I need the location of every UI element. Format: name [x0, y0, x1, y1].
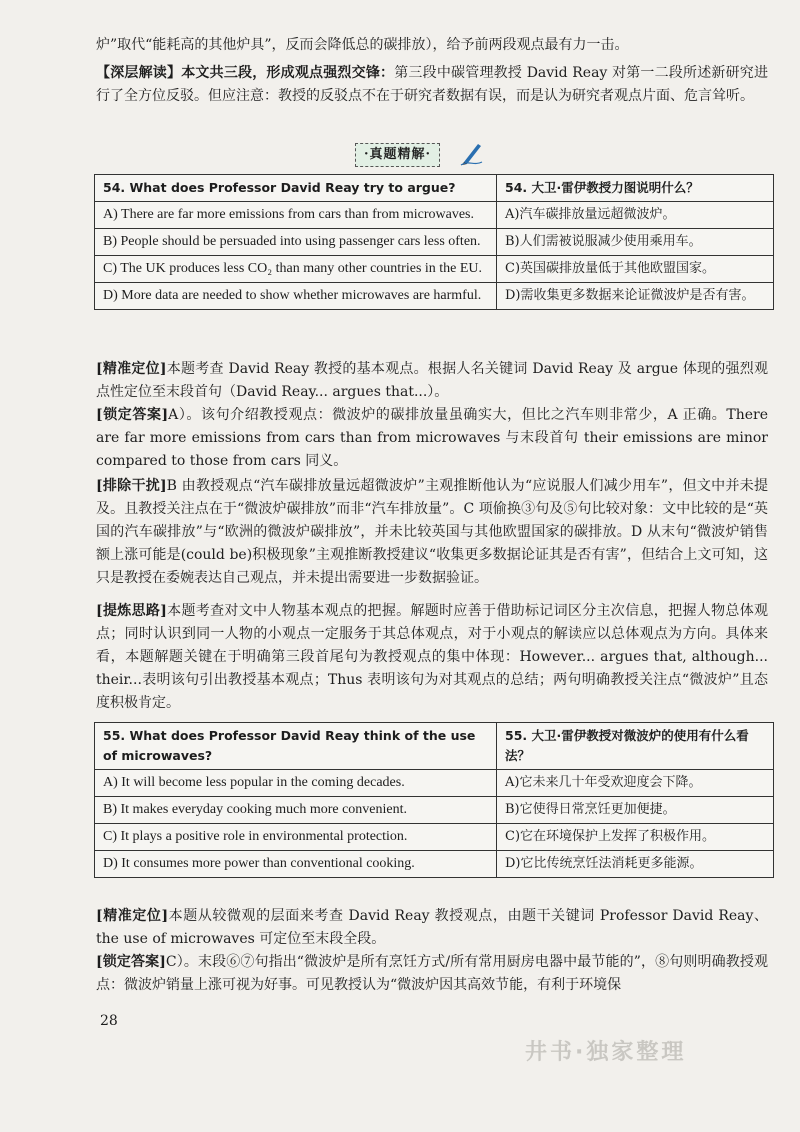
table-row	[95, 202, 774, 229]
q55-option-a-en: A) It will become less popular in the coming decades.	[95, 770, 497, 797]
q54-option-a-en: A) There are far more emissions from cars than from microwaves.	[95, 202, 497, 229]
pen-icon	[460, 140, 484, 166]
analysis54-exclude: [排除干扰]B 由教授观点“汽车碳排放量远超微波炉”主观推断他认为“应说服人们减少用车”，但文中并未提及。且教授关注点在于“微波炉碳排放”而非“汽车排放量”。C 项偷换③句及⑤句比较对象：文中比较的是“英国的汽车碳排放”与“欧洲的微波炉碳排放”，并未比较英国与其他欧盟国家的碳排放。D 从末句“微波炉销售额上涨可能是(could be)积极现象”主观推断教授建议“收集更多数据论证其是否有害”，但结合上文可知，这只是教授在委婉表达自己观点，并未提出需要进一步数据验证。	[96, 478, 769, 586]
q55-option-c-zh: C)它在环境保护上发挥了积极作用。	[497, 824, 774, 851]
watermark: 井书·独家整理	[525, 1040, 687, 1065]
analysis-tag: [精准定位]	[96, 361, 167, 377]
q54-option-d-zh: D)需收集更多数据来论证微波炉是否有害。	[497, 283, 774, 310]
table-row	[95, 175, 774, 202]
table-row	[95, 229, 774, 256]
intro-line: 炉”取代“能耗高的其他炉具”，反而会降低总的碳排放），给予前两段观点最有力一击。	[96, 37, 629, 53]
table-row	[95, 256, 774, 283]
q54-option-b-zh: B)人们需被说服减少使用乘用车。	[497, 229, 774, 256]
q55-table	[94, 722, 774, 878]
table-row	[95, 851, 774, 878]
table-row	[95, 770, 774, 797]
q55-option-c-en: C) It plays a positive role in environmental protection.	[95, 824, 497, 851]
q55-option-d-zh: D)它比传统烹饪法消耗更多能源。	[497, 851, 774, 878]
deep-reading-paragraph	[96, 62, 768, 108]
deep-reading-lead: 本文共三段，形成观点强烈交锋：	[181, 65, 395, 81]
table-row	[95, 723, 774, 770]
page-number: 28	[100, 1013, 118, 1029]
deep-reading-tag: 【深层解读】	[96, 65, 182, 81]
table-row	[95, 797, 774, 824]
analysis54-locate: [精准定位]本题考查 David Reay 教授的基本观点。根据人名关键词 David Reay 及 argue 体现的强烈观点性定位至末段首句（David Reay... argues that...）。	[96, 361, 768, 400]
analysis55-answer: [锁定答案]C）。末段⑥⑦句指出“微波炉是所有烹饪方式/所有常用厨房电器中最节能的”，⑧句则明确教授观点：微波炉销量上涨可视为好事。可见教授认为“微波炉因其高效节能，有利于环境保	[96, 954, 769, 993]
analysis-tag: [锁定答案]	[96, 407, 169, 423]
q54-option-a-zh: A)汽车碳排放量远超微波炉。	[497, 202, 774, 229]
analysis54-think: [提炼思路]本题考查对文中人物基本观点的把握。解题时应善于借助标记词区分主次信息，把握人物总体观点；同时认识到同一人物的小观点一定服务于其总体观点，对于小观点的解读应以总体观点为方向。具体来看，本题解题关键在于明确第三段首尾句为教授观点的集中体现：However... argues that, although... their...表明该句引出教授基本观点；Thus 表明该句为对其观点的总结；两句明确教授关注点“微波炉”且态度积极肯定。	[96, 603, 769, 711]
analysis-tag: [精准定位]	[96, 908, 169, 924]
q55-option-a-zh: A)它未来几十年受欢迎度会下降。	[497, 770, 774, 797]
q55-option-d-en: D) It consumes more power than conventional cooking.	[95, 851, 497, 878]
deep-reading-text: 第三段中碳管理教授 David Reay 对第一二段所述新研究进行了全方位反驳。但应注意：教授的反驳点不在于研究者数据有误，而是认为研究者观点片面、危言耸听。	[96, 65, 769, 104]
q54-option-c-zh: C)英国碳排放量低于其他欧盟国家。	[497, 256, 774, 283]
q54-zh-question: 54. 大卫·雷伊教授力图说明什么？	[497, 175, 774, 202]
table-row	[95, 824, 774, 851]
q55-en-question: 55. What does Professor David Reay think of the use of microwaves?	[95, 723, 497, 770]
analysis-tag: [排除干扰]	[96, 478, 167, 494]
q54-en-question: 54. What does Professor David Reay try to argue?	[95, 175, 497, 202]
analysis-tag: [提炼思路]	[96, 603, 167, 619]
analysis-tag: [锁定答案]	[96, 954, 166, 970]
q54-option-d-en: D) More data are needed to show whether microwaves are harmful.	[95, 283, 497, 310]
q55-option-b-zh: B)它使得日常烹饪更加便捷。	[497, 797, 774, 824]
table-row	[95, 283, 774, 310]
analysis54-answer: [锁定答案]A）。该句介绍教授观点：微波炉的碳排放量虽确实大，但比之汽车则非常少，A 正确。There are far more emissions from cars than from microwaves 与末段首句 their emissions are minor compared to those from cars 同义。	[96, 407, 768, 469]
q55-option-b-en: B) It makes everyday cooking much more convenient.	[95, 797, 497, 824]
analysis55-locate: [精准定位]本题从较微观的层面来考查 David Reay 教授观点，由题干关键词 Professor David Reay、the use of microwaves 可定位至末段全段。	[96, 908, 769, 947]
q54-table	[94, 174, 774, 310]
q55-zh-question: 55. 大卫·雷伊教授对微波炉的使用有什么看法？	[497, 723, 774, 770]
q54-option-b-en: B) People should be persuaded into using passenger cars less often.	[95, 229, 497, 256]
section-title: ·真题精解·	[355, 143, 440, 167]
q54-option-c-en: C) The UK produces less CO₂ than many other countries in the EU.	[95, 256, 497, 283]
